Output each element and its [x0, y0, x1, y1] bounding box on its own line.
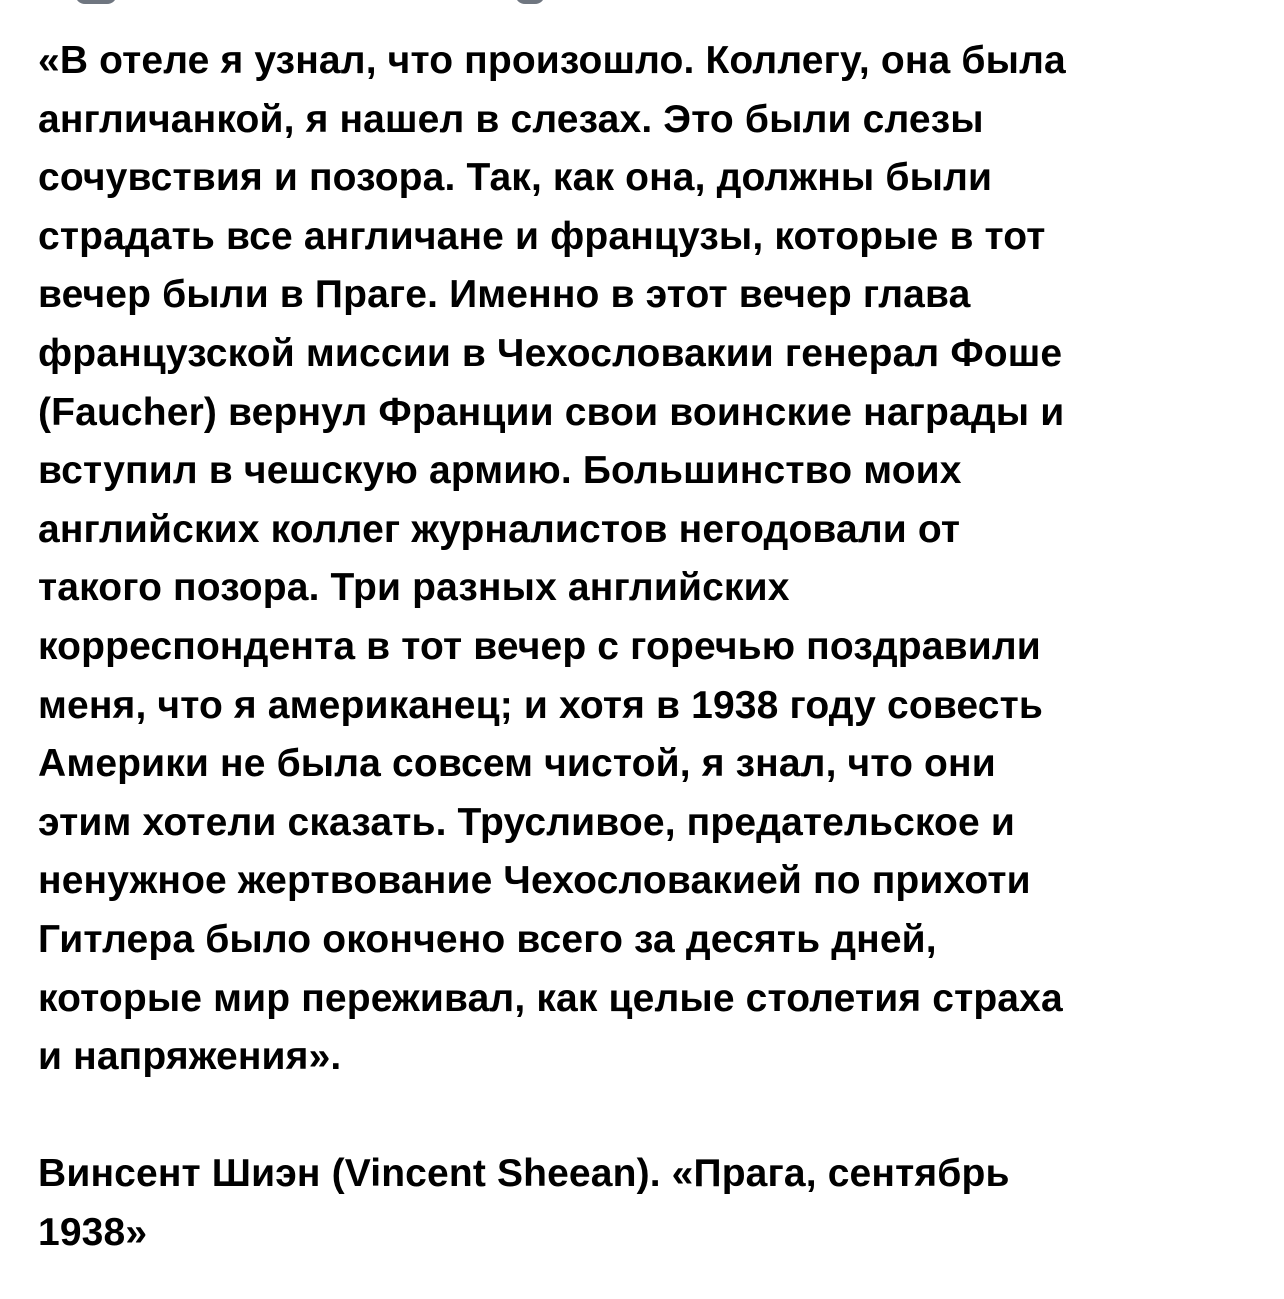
quote-line: ненужное жертвование Чехословакией по прихоти: [38, 859, 1031, 903]
cropped-avatar-edge: [75, 0, 117, 4]
cropped-name-edge: [515, 0, 545, 4]
cropped-header-remnant: [0, 0, 1284, 8]
quote-line: которые мир переживал, как целые столетия страха: [38, 976, 1063, 1020]
quote-line: французской миссии в Чехословакии генерал Фоше: [38, 331, 1063, 375]
quote-line: сочувствия и позора. Так, как она, должны были: [38, 156, 993, 200]
quote-line: Гитлера было окончено всего за десять дней,: [38, 917, 937, 961]
quote-line: этим хотели сказать. Трусливое, предательское и: [38, 800, 1015, 844]
attribution-line: 1938»: [38, 1210, 148, 1254]
attribution-line: Винсент Шиэн (Vincent Sheean). «Прага, сентябрь: [38, 1152, 1010, 1196]
quote-line: и напряжения».: [38, 1035, 342, 1079]
quote-line: вечер были в Праге. Именно в этот вечер глава: [38, 273, 971, 317]
quote-line: англичанкой, я нашел в слезах. Это были слезы: [38, 97, 984, 141]
quote-line: меня, что я американец; и хотя в 1938 году совесть: [38, 683, 1043, 727]
attribution-paragraph: [38, 1145, 1258, 1262]
post-text: [38, 32, 1258, 1262]
quote-line: вступил в чешскую армию. Большинство моих: [38, 449, 962, 493]
quote-line: такого позора. Три разных английских: [38, 566, 790, 610]
quote-line: корреспондента в тот вечер с горечью поздравили: [38, 624, 1041, 668]
quote-line: страдать все англичане и французы, которые в тот: [38, 214, 1046, 258]
quote-line: Америки не была совсем чистой, я знал, что они: [38, 742, 996, 786]
quote-line: «В отеле я узнал, что произошло. Коллегу, она была: [38, 39, 1066, 82]
paragraph-gap: [38, 1087, 1258, 1146]
quote-line: (Faucher) вернул Франции свои воинские награды и: [38, 390, 1065, 434]
quote-line: английских коллег журналистов негодовали от: [38, 507, 961, 551]
quote-paragraph: [38, 32, 1258, 1087]
